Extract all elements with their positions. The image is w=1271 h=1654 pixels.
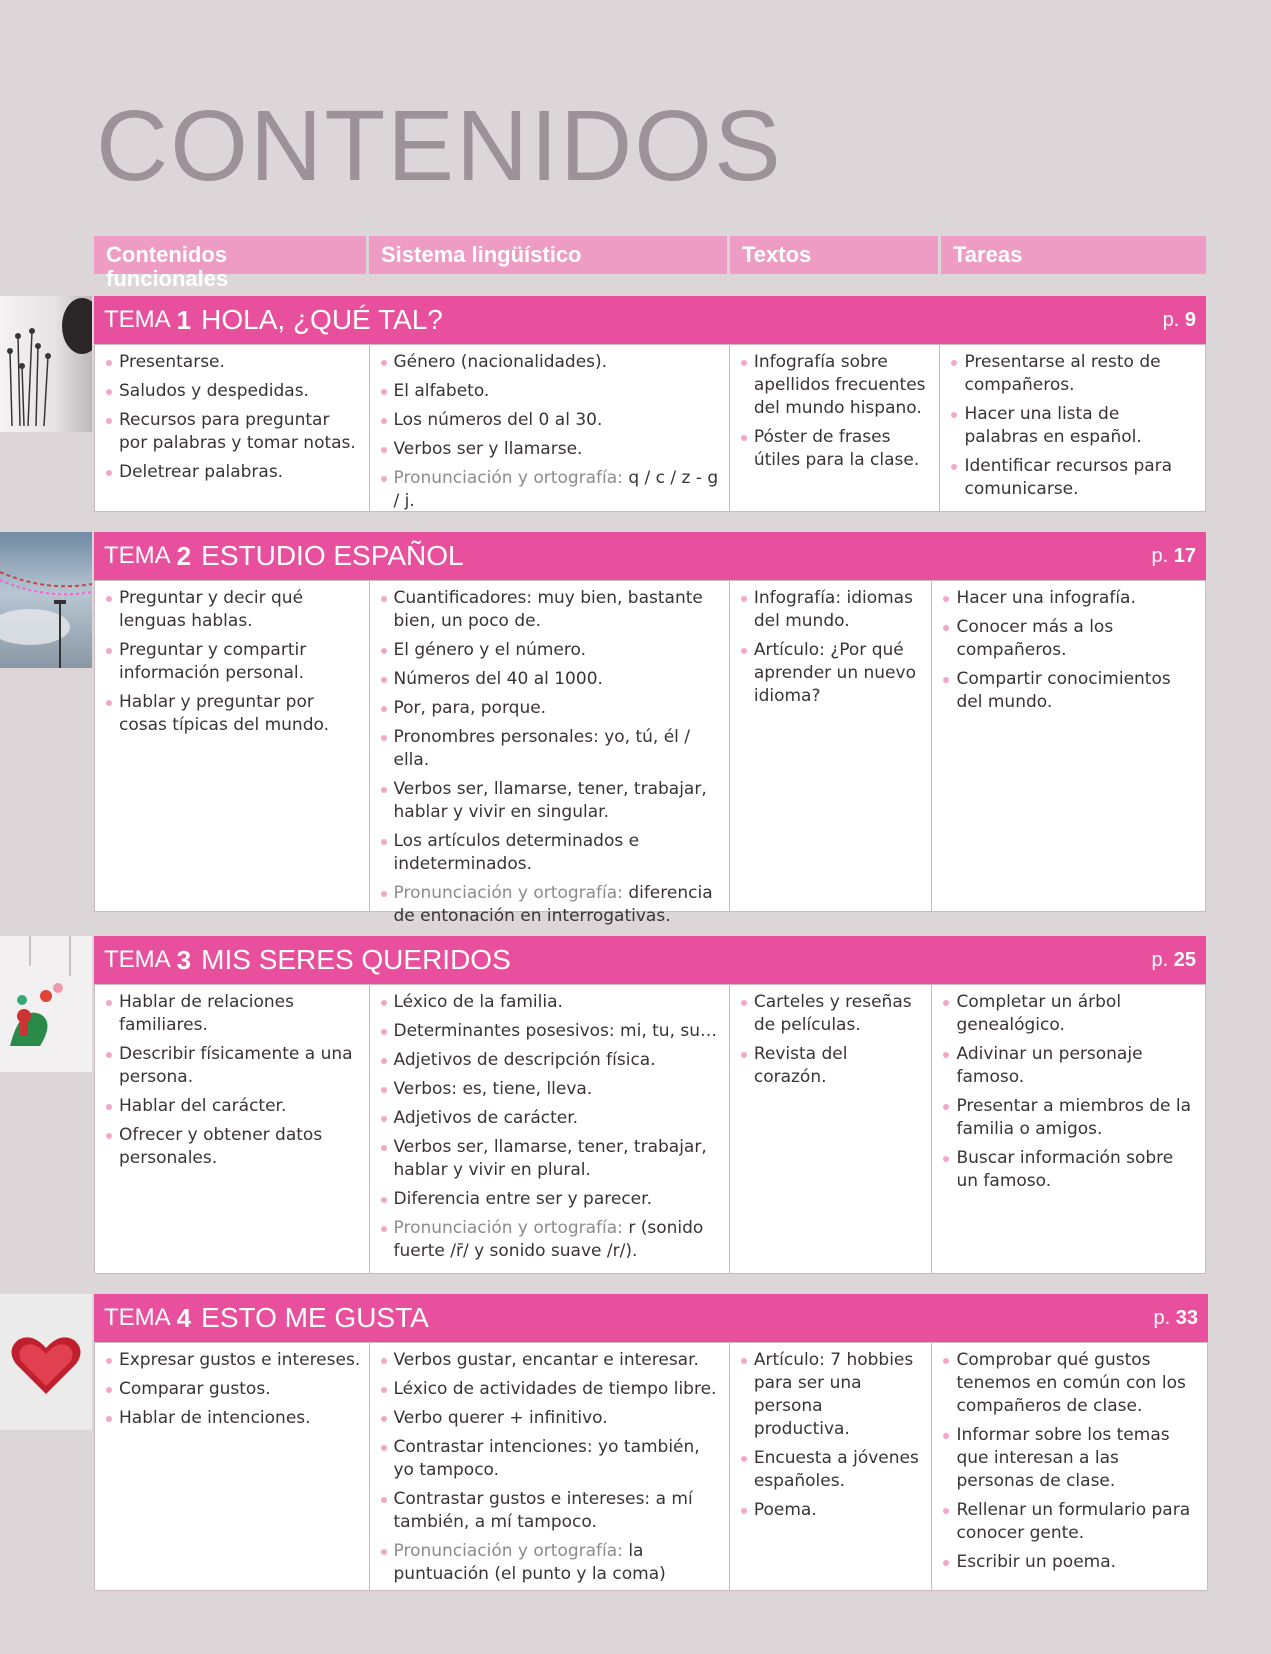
tema-page: p. 25 — [1151, 948, 1196, 971]
tema-page: p. 9 — [1162, 308, 1196, 331]
table-header — [94, 236, 1206, 291]
list-item: Presentarse. — [103, 351, 361, 374]
list-item: Deletrear palabras. — [103, 461, 361, 484]
col-tareas — [932, 1343, 1207, 1590]
paper-heart-thumbnail — [0, 1294, 92, 1430]
list-item: Presentar a miembros de la familia o amigos. — [940, 1095, 1197, 1141]
tema-number: 2 — [176, 540, 192, 571]
tema-1-bar — [94, 296, 1206, 344]
list-item: Por, para, porque. — [378, 697, 721, 720]
tema-name: HOLA, ¿QUÉ TAL? — [201, 304, 443, 335]
list-item: Escribir un poema. — [940, 1551, 1199, 1574]
col-linguistico — [370, 581, 730, 926]
list-item: Verbos: es, tiene, lleva. — [378, 1078, 721, 1101]
list-item: Verbos gustar, encantar e interesar. — [378, 1349, 721, 1372]
dry-flowers-thumbnail — [0, 296, 92, 432]
tema-2-body — [94, 580, 1206, 926]
list-item: Léxico de actividades de tiempo libre. — [378, 1378, 721, 1401]
tema-page: p. 33 — [1153, 1306, 1198, 1329]
list-item: Preguntar y compartir información personal. — [103, 639, 361, 685]
list-item: Contrastar gustos e intereses: a mí también, a mí tampoco. — [378, 1488, 721, 1534]
list-item: Léxico de la familia. — [378, 991, 721, 1014]
list-item: Verbos ser, llamarse, tener, trabajar, hablar y vivir en plural. — [378, 1136, 721, 1182]
list-item: Presentarse al resto de compañeros. — [948, 351, 1197, 397]
list-item: Buscar información sobre un famoso. — [940, 1147, 1197, 1193]
list-item: Describir físicamente a una persona. — [103, 1043, 361, 1089]
list-item-pronunciacion: Pronunciación y ortografía: q / c / z - g / j. — [378, 467, 721, 513]
list-item: Hablar de relaciones familiares. — [103, 991, 361, 1037]
list-item: Preguntar y decir qué lenguas hablas. — [103, 587, 361, 633]
tema-1-body — [94, 344, 1206, 512]
tema-4-bar — [94, 1294, 1208, 1342]
col-linguistico — [370, 1343, 730, 1590]
list-item: Revista del corazón. — [738, 1043, 924, 1089]
list-item: Comparar gustos. — [103, 1378, 361, 1401]
list-item: Comprobar qué gustos tenemos en común con los compañeros de clase. — [940, 1349, 1199, 1418]
tema-number: 3 — [176, 944, 192, 975]
list-item: Completar un árbol genealógico. — [940, 991, 1197, 1037]
tema-name: MIS SERES QUERIDOS — [201, 944, 511, 975]
list-item: Artículo: ¿Por qué aprender un nuevo idioma? — [738, 639, 924, 708]
list-item: Ofrecer y obtener datos personales. — [103, 1124, 361, 1170]
list-item: Los números del 0 al 30. — [378, 409, 721, 432]
col-funcionales — [95, 985, 370, 1273]
col-funcionales — [95, 581, 370, 911]
list-item: Informar sobre los temas que interesan a las personas de clase. — [940, 1424, 1199, 1493]
tema-3-bar — [94, 936, 1206, 984]
col-tareas — [932, 581, 1205, 911]
tema-label: TEMA — [104, 306, 171, 333]
list-item: El género y el número. — [378, 639, 721, 662]
list-item: Expresar gustos e intereses. — [103, 1349, 361, 1372]
flags-sky-thumbnail — [0, 532, 92, 668]
col-textos — [730, 985, 933, 1273]
list-item: Hablar del carácter. — [103, 1095, 361, 1118]
list-item: Contrastar intenciones: yo también, yo tampoco. — [378, 1436, 721, 1482]
tema-label: TEMA — [104, 946, 171, 973]
list-item: Recursos para preguntar por palabras y tomar notas. — [103, 409, 361, 455]
list-item-pronunciacion: Pronunciación y ortografía: r (sonido fuerte /r̄/ y sonido suave /r/). — [378, 1217, 721, 1263]
list-item: Verbos ser y llamarse. — [378, 438, 721, 461]
list-item: Saludos y despedidas. — [103, 380, 361, 403]
col-funcionales — [95, 1343, 370, 1590]
list-item: Poema. — [738, 1499, 924, 1522]
list-item: Determinantes posesivos: mi, tu, su… — [378, 1020, 721, 1043]
list-item-pronunciacion: Pronunciación y ortografía: diferencia de entonación en interrogativas. — [378, 882, 721, 928]
header-contenidos-funcionales: Contenidos funcionales — [94, 236, 366, 274]
tema-2-bar — [94, 532, 1206, 580]
col-funcionales — [95, 345, 370, 511]
col-linguistico — [370, 345, 730, 511]
list-item: Cuantificadores: muy bien, bastante bien, un poco de. — [378, 587, 721, 633]
list-item: Póster de frases útiles para la clase. — [738, 426, 932, 472]
tema-4-body — [94, 1342, 1208, 1591]
tema-name: ESTO ME GUSTA — [201, 1302, 429, 1333]
list-item: Identificar recursos para comunicarse. — [948, 455, 1197, 501]
list-item: Diferencia entre ser y parecer. — [378, 1188, 721, 1211]
list-item: Infografía: idiomas del mundo. — [738, 587, 924, 633]
col-tareas — [932, 985, 1205, 1273]
col-textos — [730, 345, 941, 511]
header-sistema-linguistico: Sistema lingüístico — [369, 236, 727, 274]
list-item: Pronombres personales: yo, tú, él / ella. — [378, 726, 721, 772]
list-item: Compartir conocimientos del mundo. — [940, 668, 1197, 714]
list-item: Los artículos determinados e indeterminados. — [378, 830, 721, 876]
col-textos — [730, 1343, 933, 1590]
page-title: CONTENIDOS — [96, 90, 783, 202]
list-item: Hablar de intenciones. — [103, 1407, 361, 1430]
list-item: Género (nacionalidades). — [378, 351, 721, 374]
col-textos — [730, 581, 933, 911]
list-item: Hablar y preguntar por cosas típicas del mundo. — [103, 691, 361, 737]
list-item: Rellenar un formulario para conocer gente. — [940, 1499, 1199, 1545]
list-item: El alfabeto. — [378, 380, 721, 403]
tema-label: TEMA — [104, 1304, 171, 1331]
list-item: Adjetivos de carácter. — [378, 1107, 721, 1130]
list-item: Hacer una lista de palabras en español. — [948, 403, 1197, 449]
list-item: Encuesta a jóvenes españoles. — [738, 1447, 924, 1493]
header-tareas: Tareas — [941, 236, 1206, 274]
list-item: Verbo querer + infinitivo. — [378, 1407, 721, 1430]
list-item-pronunciacion: Pronunciación y ortografía: la puntuación (el punto y la coma) — [378, 1540, 721, 1586]
paper-figures-mobile-thumbnail — [0, 936, 92, 1072]
tema-page: p. 17 — [1151, 544, 1196, 567]
col-tareas — [940, 345, 1205, 511]
header-textos: Textos — [730, 236, 938, 274]
tema-label: TEMA — [104, 542, 171, 569]
list-item: Conocer más a los compañeros. — [940, 616, 1197, 662]
list-item: Números del 40 al 1000. — [378, 668, 721, 691]
list-item: Carteles y reseñas de películas. — [738, 991, 924, 1037]
list-item: Verbos ser, llamarse, tener, trabajar, hablar y vivir en singular. — [378, 778, 721, 824]
tema-number: 4 — [176, 1302, 192, 1333]
list-item: Hacer una infografía. — [940, 587, 1197, 610]
tema-name: ESTUDIO ESPAÑOL — [201, 540, 464, 571]
list-item: Adivinar un personaje famoso. — [940, 1043, 1197, 1089]
list-item: Infografía sobre apellidos frecuentes del mundo hispano. — [738, 351, 932, 420]
tema-3-body — [94, 984, 1206, 1274]
list-item: Artículo: 7 hobbies para ser una persona productiva. — [738, 1349, 924, 1441]
list-item: Adjetivos de descripción física. — [378, 1049, 721, 1072]
col-linguistico — [370, 985, 730, 1273]
tema-number: 1 — [176, 304, 192, 335]
